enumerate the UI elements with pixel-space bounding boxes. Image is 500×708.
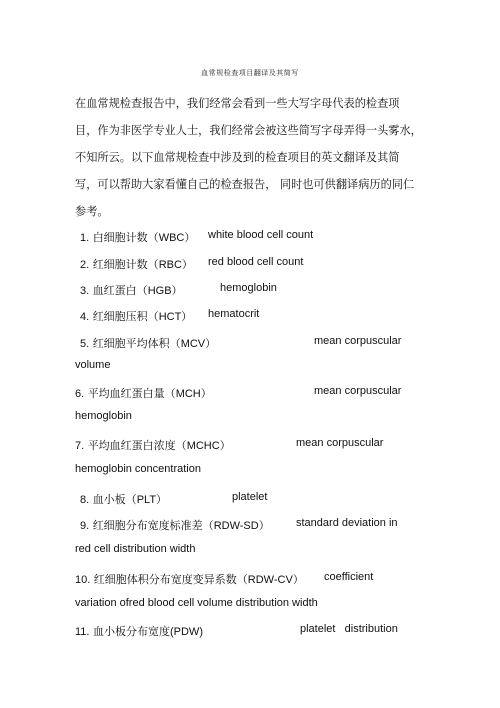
item-10-continuation: variation ofred blood cell volume distribution width (75, 597, 318, 609)
item-paren: ） (156, 493, 168, 506)
item-paren: ） (292, 573, 304, 586)
item-abbr: HCT (158, 311, 182, 323)
intro-line-2: 目，作为非医学专业人士，我们经常会被这些简写字母弄得一头雾水， (75, 124, 422, 137)
item-chinese: 平均血红蛋白量（ (87, 387, 176, 400)
item-7-label (75, 437, 231, 453)
item-number: 2. (80, 259, 90, 271)
item-paren: ） (258, 519, 270, 532)
item-paren: ) (199, 626, 203, 638)
item-paren: ） (181, 258, 193, 271)
item-chinese: 红细胞分布宽度标准差（ (92, 519, 214, 532)
item-number: 11. (75, 626, 90, 638)
item-number: 3. (80, 285, 90, 297)
intro-line-4: 写，可以帮助大家看懂自己的检查报告， 同时也可供翻译病历的同仁 (75, 178, 415, 191)
item-chinese: 红细胞计数（ (92, 258, 159, 271)
item-11-label (75, 623, 203, 639)
item-chinese: 红细胞平均体积（ (92, 337, 181, 350)
item-abbr: RDW-SD (213, 520, 259, 532)
intro-line-5: 参考。 (75, 205, 109, 218)
intro-line-1: 在血常规检查报告中，我们经常会看到一些大写字母代表的检查项 (75, 97, 400, 110)
item-abbr: WBC (158, 232, 185, 244)
item-abbr: MCH (175, 388, 201, 400)
item-10-label (75, 571, 304, 587)
item-abbr: MCV (180, 338, 206, 350)
item-chinese: 平均血红蛋白浓度（ (87, 439, 187, 452)
item-paren: ） (171, 284, 183, 297)
item-chinese: 血红蛋白（ (92, 284, 148, 297)
item-5-label (80, 335, 216, 351)
item-number: 7. (75, 440, 85, 452)
item-6-label (75, 385, 212, 401)
item-number: 1. (80, 232, 90, 244)
item-7-english: mean corpuscular (296, 437, 384, 449)
item-abbr: PLT (136, 494, 157, 506)
item-abbr: HGB (147, 285, 172, 297)
item-11-english: platelet distribution (300, 623, 398, 635)
item-9-label (80, 517, 270, 533)
item-9-english: standard deviation in (296, 517, 398, 529)
item-paren: ） (205, 337, 217, 350)
intro-line-3: 不知所云。以下血常规检查中涉及到的检查项目的英文翻译及其简 (75, 151, 400, 164)
item-number: 4. (80, 311, 90, 323)
item-chinese: 红细胞体积分布宽度变异系数（ (93, 573, 248, 586)
item-abbr: MCHC (186, 440, 220, 452)
item-6-english: mean corpuscular (314, 385, 402, 397)
item-1-english: white blood cell count (208, 229, 314, 241)
item-chinese: 白细胞计数（ (92, 231, 159, 244)
item-2-label (80, 256, 193, 272)
item-abbr: RDW-CV (247, 574, 293, 586)
item-8-english: platelet (232, 491, 268, 503)
item-number: 8. (80, 494, 90, 506)
item-number: 5. (80, 338, 90, 350)
item-paren: ） (219, 439, 231, 452)
item-paren: ） (181, 310, 193, 323)
item-paren: ） (200, 387, 212, 400)
item-5-continuation: volume (75, 359, 111, 371)
item-number: 10. (75, 574, 91, 586)
item-abbr: (PDW (169, 626, 200, 638)
item-9-continuation: red cell distribution width (75, 543, 196, 555)
item-paren: ） (184, 231, 196, 244)
item-3-label (80, 282, 183, 298)
item-chinese: 血小板分布宽度 (92, 625, 170, 638)
item-8-label (80, 491, 167, 507)
item-5-english: mean corpuscular (314, 335, 402, 347)
item-chinese: 红细胞压积（ (92, 310, 159, 323)
item-4-label (80, 308, 192, 324)
item-1-label (80, 229, 195, 245)
item-10-english: coefficient (324, 571, 374, 583)
item-4-english: hematocrit (208, 308, 260, 320)
item-6-continuation: hemoglobin (75, 410, 132, 422)
document-header: 血常规检查项目翻译及其简写 (201, 69, 299, 77)
item-3-english: hemoglobin (220, 282, 277, 294)
item-7-continuation: hemoglobin concentration (75, 463, 201, 475)
item-number: 6. (75, 388, 85, 400)
item-2-english: red blood cell count (208, 256, 304, 268)
item-abbr: RBC (158, 259, 182, 271)
item-number: 9. (80, 520, 90, 532)
item-chinese: 血小板（ (92, 493, 137, 506)
